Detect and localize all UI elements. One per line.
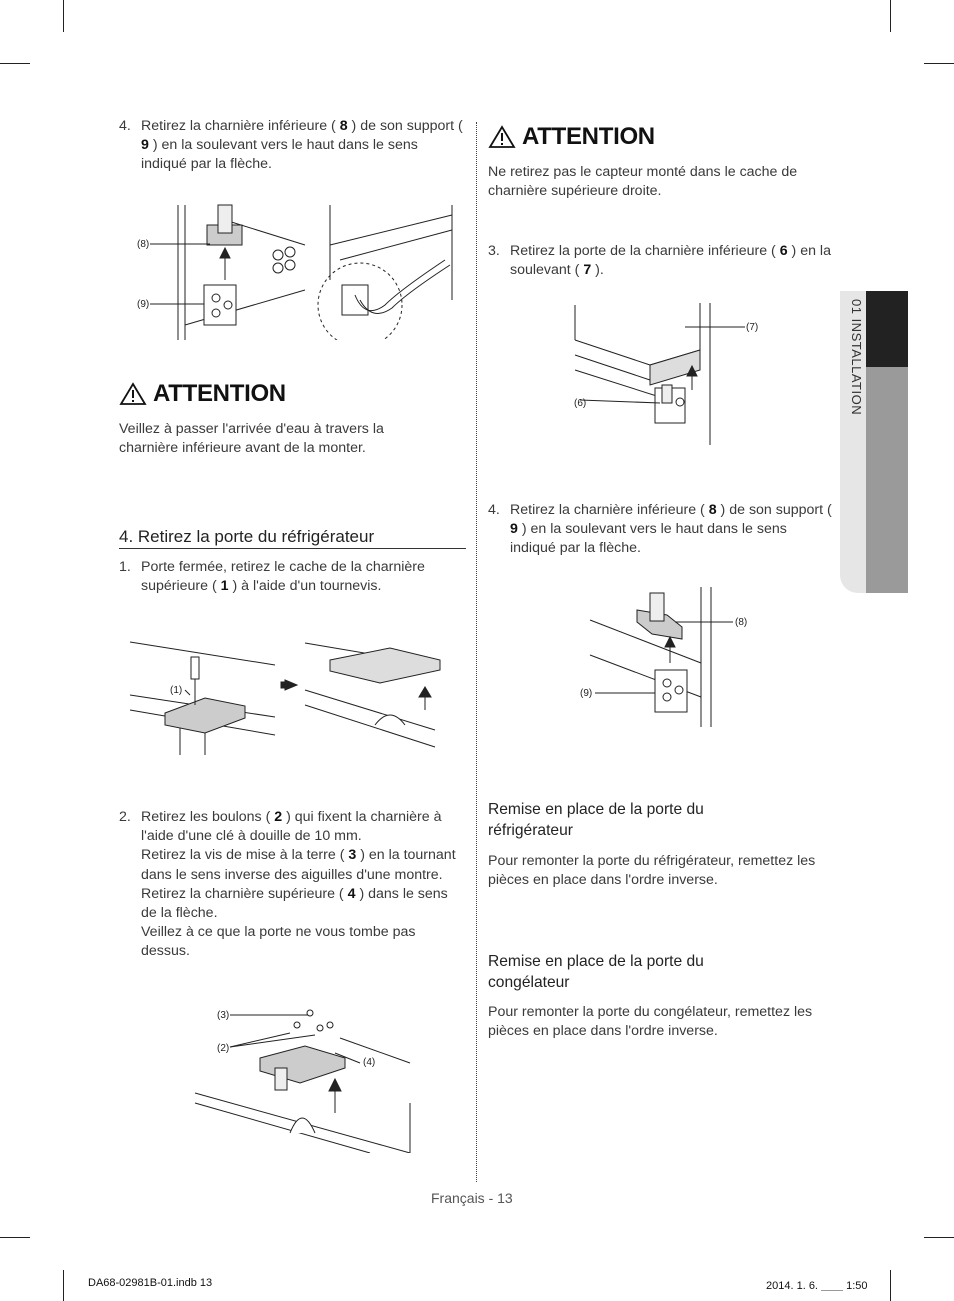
- callout-2: (2): [217, 1043, 230, 1054]
- fridge-door-text: Pour remonter la porte du réfrigérateur, remettez les pièces en place dans l'ordre inverse.: [488, 853, 816, 889]
- right-attention-text: Ne retirez pas le capteur monté dans le cache de charnière supérieure droite.: [488, 164, 798, 200]
- left-step-2: [119, 808, 467, 962]
- callout-3: (3): [217, 1010, 230, 1021]
- step-text: Retirez la charnière inférieure ( 8 ) de son support ( 9 ) en la soulevant vers le haut dans le sens indiqué par la flèche.: [141, 118, 463, 173]
- right-attention-heading: [488, 123, 655, 151]
- left-step-1: [119, 558, 467, 596]
- step-number: 2.: [119, 809, 131, 825]
- step-text: Retirez la porte de la charnière inférieure ( 6 ) en la soulevant ( 7 ).: [510, 243, 831, 279]
- right-step-3: [488, 242, 836, 280]
- chapter-label: 01 INSTALLATION: [849, 299, 864, 416]
- callout-8: (8): [735, 617, 748, 628]
- crop-mark: [890, 1270, 891, 1301]
- warning-icon: [119, 382, 147, 406]
- step-text: Retirez les boulons ( 2 ) qui fixent la charnière à l'aide d'une clé à douille de 10 mm. Retirez la vis de mise à la terre ( 3 ) en la tournant dans le sens inverse des aiguilles d'une montre. Retirez la charnière supérieure ( 4 ) dans le sens de la flèche. Veillez à ce que la porte ne vous tombe pas dessus.: [141, 809, 456, 960]
- print-date: 2014. 1. 6. ＿＿ 1:50: [766, 1280, 868, 1292]
- step-text: Retirez la charnière inférieure ( 8 ) de son support ( 9 ) en la soulevant vers le haut dans le sens indiqué par la flèche.: [510, 502, 832, 557]
- tab-grey-block: [866, 367, 908, 593]
- crop-mark: [924, 1237, 954, 1238]
- figure-hinge-cover: [125, 635, 445, 760]
- step-text: Porte fermée, retirez le cache de la charnière supérieure ( 1 ) à l'aide d'un tournevis.: [141, 559, 425, 595]
- crop-mark: [0, 1237, 30, 1238]
- callout-9: (9): [137, 299, 150, 310]
- step-number: 4.: [119, 118, 131, 134]
- crop-mark: [924, 63, 954, 64]
- figure-door-lift: [570, 300, 765, 450]
- page-number: Français - 13: [431, 1190, 513, 1206]
- column-divider: [476, 122, 477, 1182]
- subheading-fridge-door: Remise en place de la porte du réfrigérateur: [488, 801, 704, 839]
- section-title: 4. Retirez la porte du réfrigérateur: [119, 527, 375, 546]
- freezer-door-text: Pour remonter la porte du congélateur, remettez les pièces en place dans l'ordre inverse.: [488, 1004, 813, 1040]
- step-number: 4.: [488, 502, 500, 518]
- subheading-freezer-door: Remise en place de la porte du congélateur: [488, 953, 704, 991]
- warning-icon: [488, 125, 516, 149]
- step-number: 1.: [119, 559, 131, 575]
- callout-7: (7): [746, 322, 759, 333]
- left-attention-text: Veillez à passer l'arrivée d'eau à travers la charnière inférieure avant de la monter.: [119, 421, 384, 457]
- chapter-tab: [840, 291, 908, 593]
- left-step-4: [119, 117, 467, 175]
- section-rule: [119, 548, 466, 549]
- callout-4: (4): [363, 1057, 376, 1068]
- step-number: 3.: [488, 243, 500, 259]
- figure-upper-hinge: [190, 1003, 415, 1153]
- left-attention-heading: [119, 380, 286, 408]
- attention-title: ATTENTION: [153, 380, 286, 407]
- callout-6: (6): [574, 398, 587, 409]
- attention-title: ATTENTION: [522, 123, 655, 150]
- tab-dark-block: [866, 291, 908, 367]
- crop-mark: [890, 0, 891, 32]
- right-step-4: [488, 501, 836, 559]
- crop-mark: [0, 63, 30, 64]
- callout-9: (9): [580, 688, 593, 699]
- callout-8: (8): [137, 239, 150, 250]
- callout-1: (1): [170, 685, 183, 696]
- crop-mark: [63, 0, 64, 32]
- crop-mark: [63, 1270, 64, 1301]
- file-name: DA68-02981B-01.indb 13: [88, 1277, 213, 1289]
- figure-lower-hinge-right: [575, 585, 760, 730]
- figure-lower-hinge-left: [130, 200, 460, 340]
